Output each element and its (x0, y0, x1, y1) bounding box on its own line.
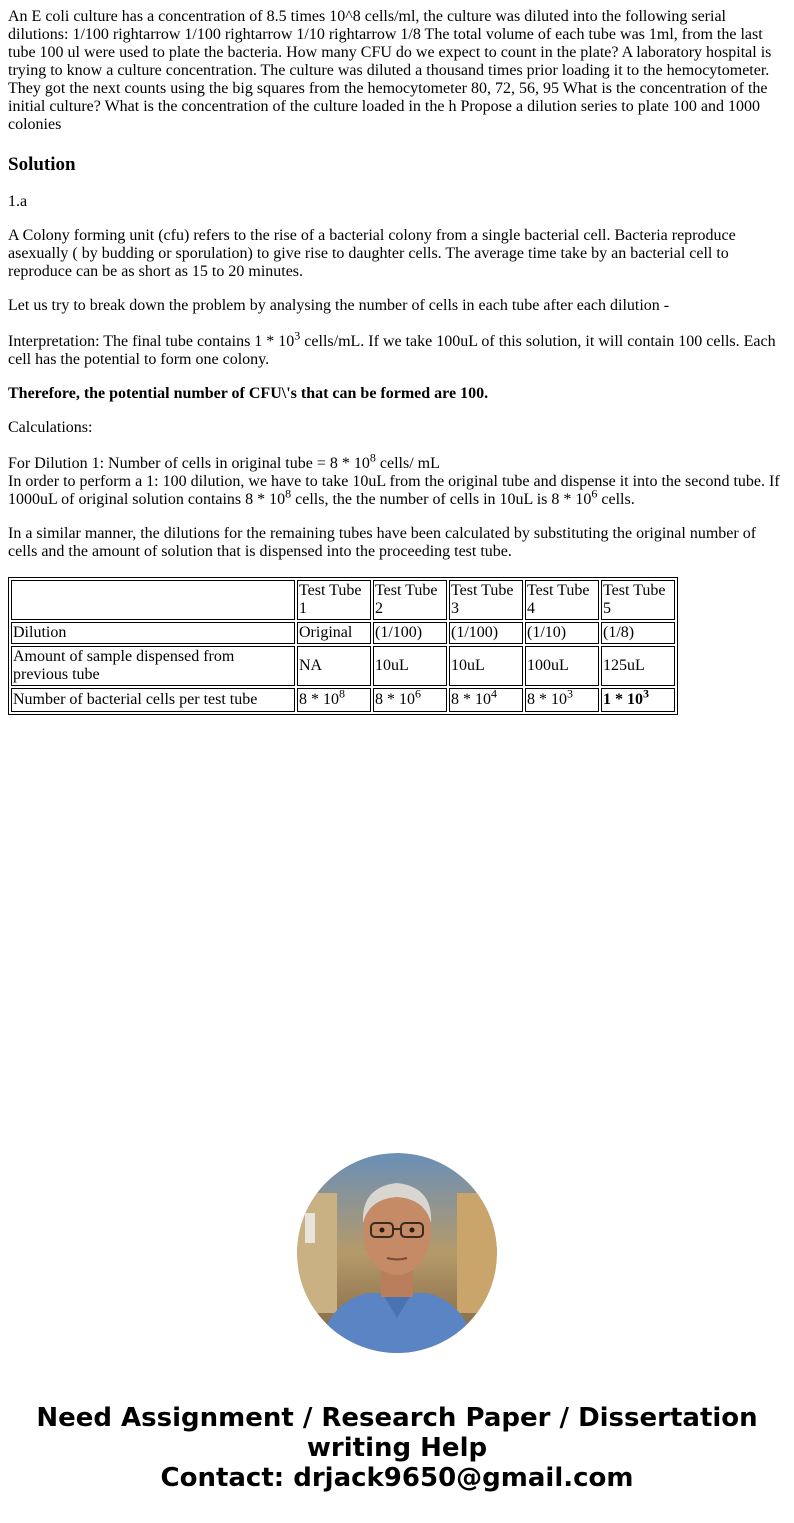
table-header-cell: Test Tube 1 (297, 580, 371, 620)
table-cell: 125uL (601, 646, 675, 686)
table-row-label: Amount of sample dispensed from previous tube (11, 646, 295, 686)
promo-contact: Contact: drjack9650@gmail.com (160, 1463, 634, 1493)
cell-count-exp: 8 (339, 686, 345, 701)
table-cell (373, 688, 447, 712)
table-cell (449, 688, 523, 712)
table-cell (525, 688, 599, 712)
breakdown-text: Let us try to break down the problem by analysing the number of cells in each tube after each dilution - (8, 297, 670, 314)
table-header-cell: Test Tube 4 (525, 580, 599, 620)
interpretation-paragraph (8, 328, 786, 369)
table-cell-final (601, 688, 675, 712)
conclusion-text: Therefore, the potential number of CFU\'s that can be formed are 100. (8, 385, 489, 402)
cell-count-base: 8 * 10 (527, 691, 567, 708)
table-cell: 100uL (525, 646, 599, 686)
table-cell: Original (297, 622, 371, 644)
table-cell: 10uL (449, 646, 523, 686)
cell-count-exp: 3 (643, 686, 649, 701)
dilution1-exponent: 8 (369, 450, 376, 465)
calculations-label: Calculations: (8, 419, 93, 436)
dilution1-paragraph (8, 450, 786, 509)
cfu-definition: A Colony forming unit (cfu) refers to the rise of a bacterial colony from a single bacterial cell. Bacteria reproduce asexually ( by budding or sporulation) to give rise to daughter cells. The average time take by an bacterial cell to reproduce can be as short as 15 to 20 minutes. (8, 227, 736, 280)
cell-count-exp: 4 (491, 686, 497, 701)
dilution1-detail-b: cells, the the number of cells in 10uL is 8 * 10 (291, 491, 592, 508)
table-cell: 10uL (373, 646, 447, 686)
cell-count-exp: 3 (567, 686, 573, 701)
table-header-cell: Test Tube 3 (449, 580, 523, 620)
dilution1-detail-a: In order to perform a 1: 100 dilution, we have to take 10uL from the original tube and dispense it into the second tube. If 1000uL of original solution contains 8 * 10 (8, 473, 780, 508)
interpretation-text-a: Interpretation: The final tube contains 1 * 10 (8, 333, 295, 350)
table-row (11, 622, 675, 644)
question-text: An E coli culture has a concentration of 8.5 times 10^8 cells/ml, the culture was diluted into the following serial dilutions: 1/100 rightarrow 1/100 rightarrow 1/10 rightarrow 1/8 The total volume of each tube was 1ml, from the last tube 100 ul were used to plate the bacteria. How many CFU do we expect to count in the plate? A laboratory hospital is trying to know a culture concentration. The culture was diluted a thousand times prior loading it to the hemocytometer. They got the next counts using the big squares from the hemocytometer 80, 72, 56, 95 What is the concentration of the initial culture? What is the concentration of the culture loaded in the h Propose a dilution series to plate 100 and 1000 colonies (8, 8, 772, 133)
table-header-cell (11, 580, 295, 620)
dilution1-detail-exp2: 6 (591, 486, 598, 501)
dilution1-detail-c: cells. (597, 491, 635, 508)
dilution1-text-a: For Dilution 1: Number of cells in original tube = 8 * 10 (8, 455, 370, 472)
table-row (11, 688, 675, 712)
dilution1-detail-exp1: 8 (285, 486, 292, 501)
table-row-label: Dilution (11, 622, 295, 644)
cell-count-base: 8 * 10 (451, 691, 491, 708)
interpretation-exponent: 3 (294, 328, 301, 343)
solution-document (8, 8, 786, 715)
table-header-row (11, 580, 675, 620)
tutor-portrait (297, 1153, 497, 1353)
table-cell (297, 688, 371, 712)
table-cell: NA (297, 646, 371, 686)
conclusion (8, 385, 786, 403)
table-cell: (1/10) (525, 622, 599, 644)
cell-count-exp: 6 (415, 686, 421, 701)
promo-banner (0, 1403, 794, 1493)
dilution1-text-b: cells/ mL (375, 455, 440, 472)
interpretation-text-b: cells/mL. If we take 100uL of this solution, it will contain 100 cells. Each cell has the potential to form one colony. (8, 333, 776, 368)
table-header-cell: Test Tube 5 (601, 580, 675, 620)
cell-count-base: 8 * 10 (299, 691, 339, 708)
promo-line-2: writing Help (306, 1433, 488, 1463)
table-cell: (1/8) (601, 622, 675, 644)
breakdown-intro (8, 297, 786, 315)
table-cell: (1/100) (449, 622, 523, 644)
table-row-label: Number of bacterial cells per test tube (11, 688, 295, 712)
table-row (11, 646, 675, 686)
table-header-cell: Test Tube 2 (373, 580, 447, 620)
similar-manner: In a similar manner, the dilutions for the remaining tubes have been calculated by substituting the original number of cells and the amount of solution that is dispensed into the proceeding test tube. (8, 525, 757, 560)
cell-count-base: 8 * 10 (375, 691, 415, 708)
part-label: 1.a (8, 193, 28, 210)
solution-heading: Solution (8, 154, 76, 175)
table-cell: (1/100) (373, 622, 447, 644)
promo-line-1: Need Assignment / Research Paper / Dissertation (36, 1403, 758, 1433)
dilution-table (8, 577, 678, 715)
tutor-avatar (297, 1153, 497, 1353)
cell-count-base: 1 * 10 (603, 691, 643, 708)
